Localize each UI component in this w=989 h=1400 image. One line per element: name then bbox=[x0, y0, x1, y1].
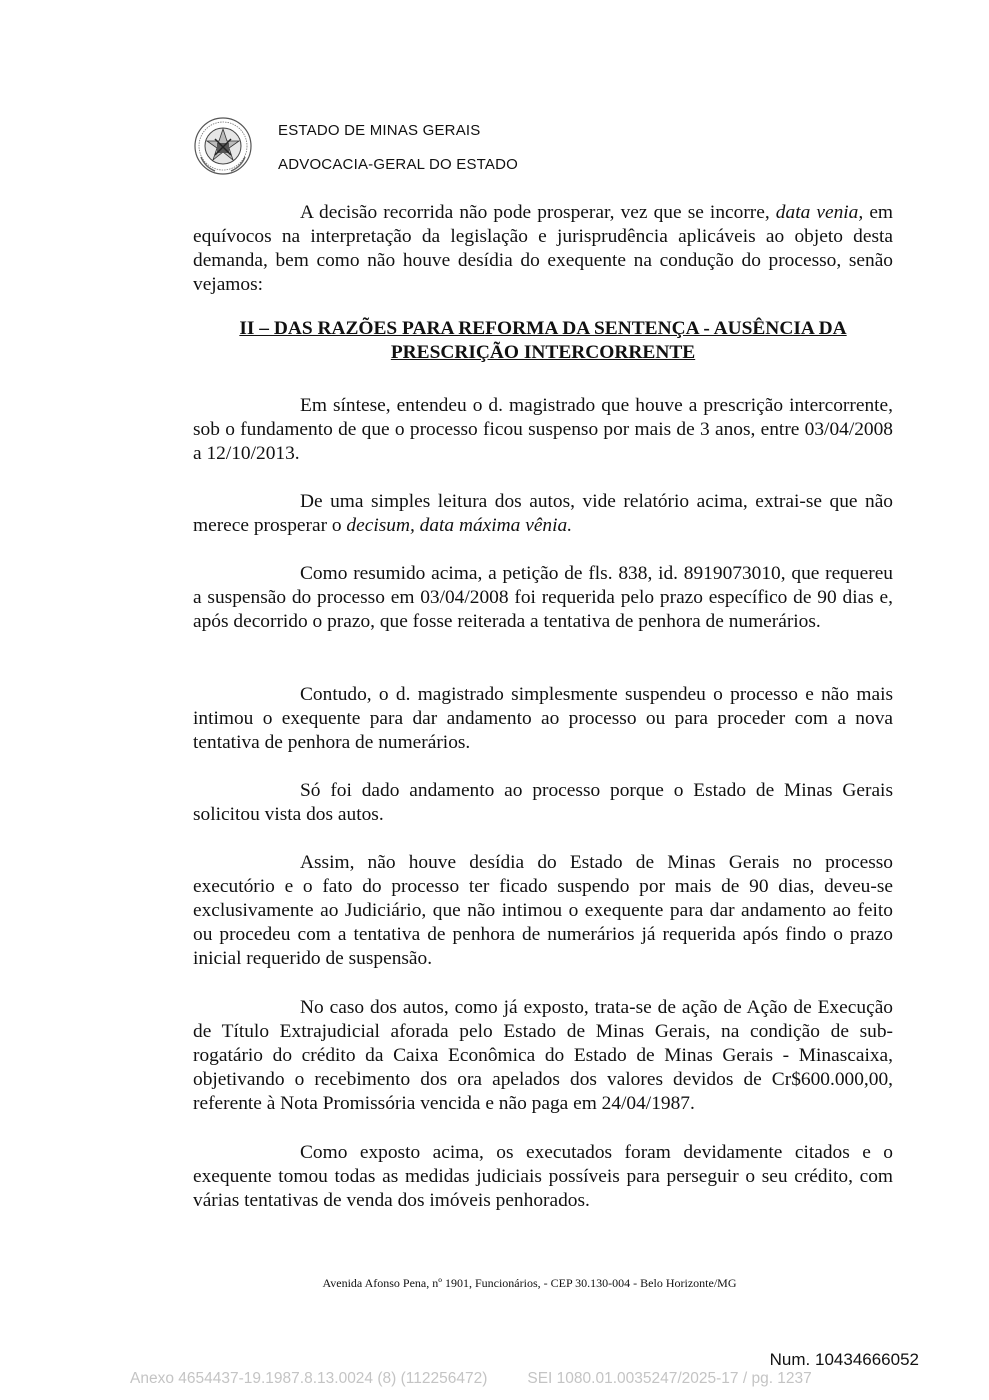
sei-reference: SEI 1080.01.0035247/2025-17 / pg. 1237 bbox=[527, 1370, 812, 1387]
paragraph-progress-text: Só foi dado andamento ao processo porque o Estado de Minas Gerais solicitou vista dos autos. bbox=[193, 780, 893, 825]
paragraph-reading-emphasis: decisum, data máxima vênia. bbox=[346, 515, 573, 536]
paragraph-petition-text: Como resumido acima, a petição de fls. 838, id. 8919073010, que requereu a suspensão do processo em 03/04/2008 foi requerida pelo prazo específico de 90 dias e, após decorrido o prazo, que fosse reiterada a tentativa de penhora de numerários. bbox=[193, 563, 893, 632]
annex-reference: Anexo 4654437-19.1987.8.13.0024 (8) (112256472) bbox=[130, 1370, 488, 1387]
paragraph-petition bbox=[193, 562, 893, 634]
paragraph-reading bbox=[193, 490, 893, 538]
paragraph-case bbox=[193, 996, 893, 1116]
state-seal-icon bbox=[193, 117, 253, 175]
document-number: Num. 10434666052 bbox=[769, 1350, 919, 1369]
paragraph-measures bbox=[193, 1141, 893, 1213]
header-state-name: ESTADO DE MINAS GERAIS bbox=[278, 122, 481, 139]
paragraph-measures-text: Como exposto acima, os executados foram devidamente citados e o exequente tomou todas as medidas judiciais possíveis para perseguir o seu crédito, com várias tentativas de venda dos imóveis penhorados. bbox=[193, 1142, 893, 1211]
paragraph-synthesis bbox=[193, 394, 893, 466]
section-heading-line1: II – DAS RAZÕES PARA REFORMA DA SENTENÇA - AUSÊNCIA DA bbox=[239, 318, 847, 339]
paragraph-no-negligence-text: Assim, não houve desídia do Estado de Minas Gerais no processo executório e o fato do processo ter ficado suspendo por mais de 90 dias, deveu-se exclusivamente ao Judiciário, que não intimou o exequente para dar andamento ao feito ou procedeu com a tentativa de penhora de numerários já requerida após findo o prazo inicial requerido de suspensão. bbox=[193, 852, 893, 969]
header-agency-name: ADVOCACIA-GERAL DO ESTADO bbox=[278, 157, 519, 169]
paragraph-intro-text-a: A decisão recorrida não pode prosperar, vez que se incorre, bbox=[300, 202, 776, 223]
section-heading-line2: PRESCRIÇÃO INTERCORRENTE bbox=[390, 342, 696, 363]
paragraph-no-negligence bbox=[193, 851, 893, 971]
paragraph-suspension bbox=[193, 683, 893, 755]
paragraph-synthesis-text: Em síntese, entendeu o d. magistrado que houve a prescrição intercorrente, sob o fundamento de que o processo ficou suspenso por mais de 3 anos, entre 03/04/2008 a 12/10/2013. bbox=[193, 395, 893, 464]
paragraph-intro bbox=[193, 201, 893, 297]
paragraph-intro-text-b: em equívocos na interpretação da legislação e jurisprudência aplicáveis ao objeto desta demanda, bem como não houve desídia do exequente na condução do processo, senão vejamos: bbox=[193, 202, 894, 295]
annex-stamp bbox=[130, 1370, 812, 1388]
footer-address: Avenida Afonso Pena, nº 1901, Funcionários, - CEP 30.130-004 - Belo Horizonte/MG bbox=[322, 1276, 737, 1290]
paragraph-progress bbox=[193, 779, 893, 827]
paragraph-case-text: No caso dos autos, como já exposto, trata-se de ação de Ação de Execução de Título Extrajudicial aforada pelo Estado de Minas Gerais, na condição de sub-rogatário do crédito da Caixa Econômica do Estado de Minas Gerais - Minascaixa, objetivando o recebimento dos ora apelados dos valores devidos de Cr$600.000,00, referente à Nota Promissória vencida e não paga em 24/04/1987. bbox=[193, 997, 893, 1114]
section-heading bbox=[193, 317, 893, 365]
paragraph-reading-text: De uma simples leitura dos autos, vide relatório acima, extrai-se que não merece prosperar o bbox=[193, 491, 893, 536]
paragraph-suspension-text: Contudo, o d. magistrado simplesmente suspendeu o processo e não mais intimou o exequente para dar andamento ao processo ou para proceder com a nova tentativa de penhora de numerários. bbox=[193, 684, 893, 753]
paragraph-intro-emphasis: data venia, bbox=[775, 202, 864, 223]
